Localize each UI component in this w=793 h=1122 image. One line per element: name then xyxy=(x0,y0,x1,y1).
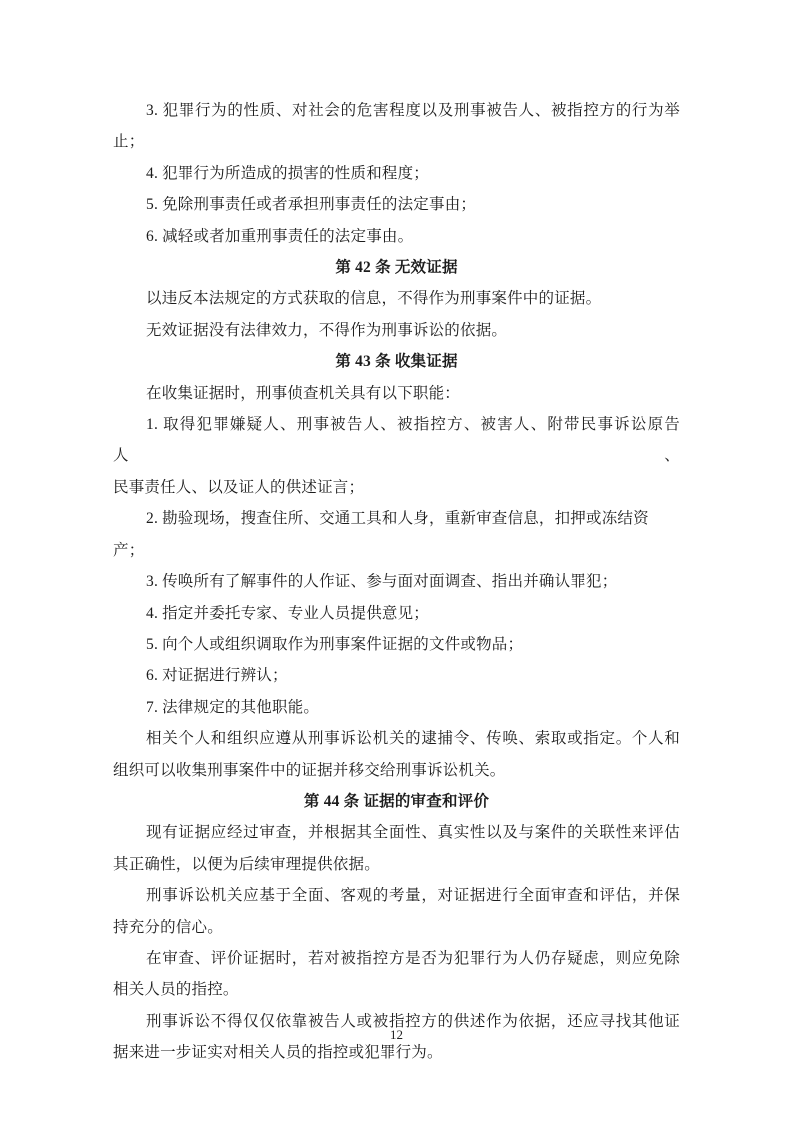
paragraph-line: 5. 免除刑事责任或者承担刑事责任的法定事由； xyxy=(146,196,477,214)
paragraph-line: 民事责任人、以及证人的供述证言； xyxy=(113,478,365,496)
paragraph-line: 4. 指定并委托专家、专业人员提供意见； xyxy=(146,604,430,622)
paragraph-line: 刑事诉讼机关应基于全面、客观的考量，对证据进行全面审查和评估，并保 xyxy=(146,887,680,905)
paragraph-line: 2. 勘验现场，搜查住所、交通工具和人身，重新审查信息，扣押或冻结资产； xyxy=(113,510,649,559)
paragraph-line: 其正确性，以便为后续审理提供依据。 xyxy=(113,855,380,873)
paragraph-line: 在审查、评价证据时，若对被指控方是否为犯罪行为人仍存疑虑，则应免除 xyxy=(146,949,680,967)
paragraph-line: 5. 向个人或组织调取作为刑事案件证据的文件或物品； xyxy=(146,635,524,653)
paragraph-line: 无效证据没有法律效力，不得作为刑事诉讼的依据。 xyxy=(146,321,508,339)
paragraph-line: 4. 犯罪行为所造成的损害的性质和程度； xyxy=(146,164,430,182)
paragraph-line: 组织可以收集刑事案件中的证据并移交给刑事诉讼机关。 xyxy=(113,761,506,779)
paragraph-line: 6. 对证据进行辨认； xyxy=(146,667,288,685)
page-footer xyxy=(0,1027,793,1043)
paragraph-line: 相关个人和组织应遵从刑事诉讼机关的逮捕令、传唤、索取或指定。个人和 xyxy=(146,730,680,748)
article-heading: 第 43 条 收集证据 xyxy=(335,353,458,371)
page-number: 12 xyxy=(390,1027,403,1042)
paragraph-line: 在收集证据时，刑事侦查机关具有以下职能： xyxy=(146,384,461,402)
paragraph-line: 相关人员的指控。 xyxy=(113,981,239,999)
paragraph-line: 1. 取得犯罪嫌疑人、刑事被告人、被指控方、被害人、附带民事诉讼原告人、 xyxy=(113,416,680,465)
paragraph-line: 持充分的信心。 xyxy=(113,918,223,936)
paragraph-line: 以违反本法规定的方式获取的信息，不得作为刑事案件中的证据。 xyxy=(146,290,602,308)
article-heading: 第 42 条 无效证据 xyxy=(335,259,458,277)
paragraph-line: 7. 法律规定的其他职能。 xyxy=(146,698,320,716)
paragraph-line: 据来进一步证实对相关人员的指控或犯罪行为。 xyxy=(113,1044,443,1062)
page-body xyxy=(113,95,680,1069)
paragraph-line: 3. 犯罪行为的性质、对社会的危害程度以及刑事被告人、被指控方的行为举 xyxy=(146,102,680,119)
paragraph-line: 3. 传唤所有了解事件的人作证、参与面对面调查、指出并确认罪犯； xyxy=(146,573,618,591)
paragraph-line: 6. 减轻或者加重刑事责任的法定事由。 xyxy=(146,227,414,245)
paragraph-line: 止； xyxy=(113,133,145,151)
article-heading: 第 44 条 证据的审查和评价 xyxy=(303,792,490,810)
paragraph-line: 刑事诉讼不得仅仅依靠被告人或被指控方的供述作为依据，还应寻找其他证 xyxy=(146,1012,680,1030)
paragraph-line: 现有证据应经过审查，并根据其全面性、真实性以及与案件的关联性来评估 xyxy=(146,824,680,842)
